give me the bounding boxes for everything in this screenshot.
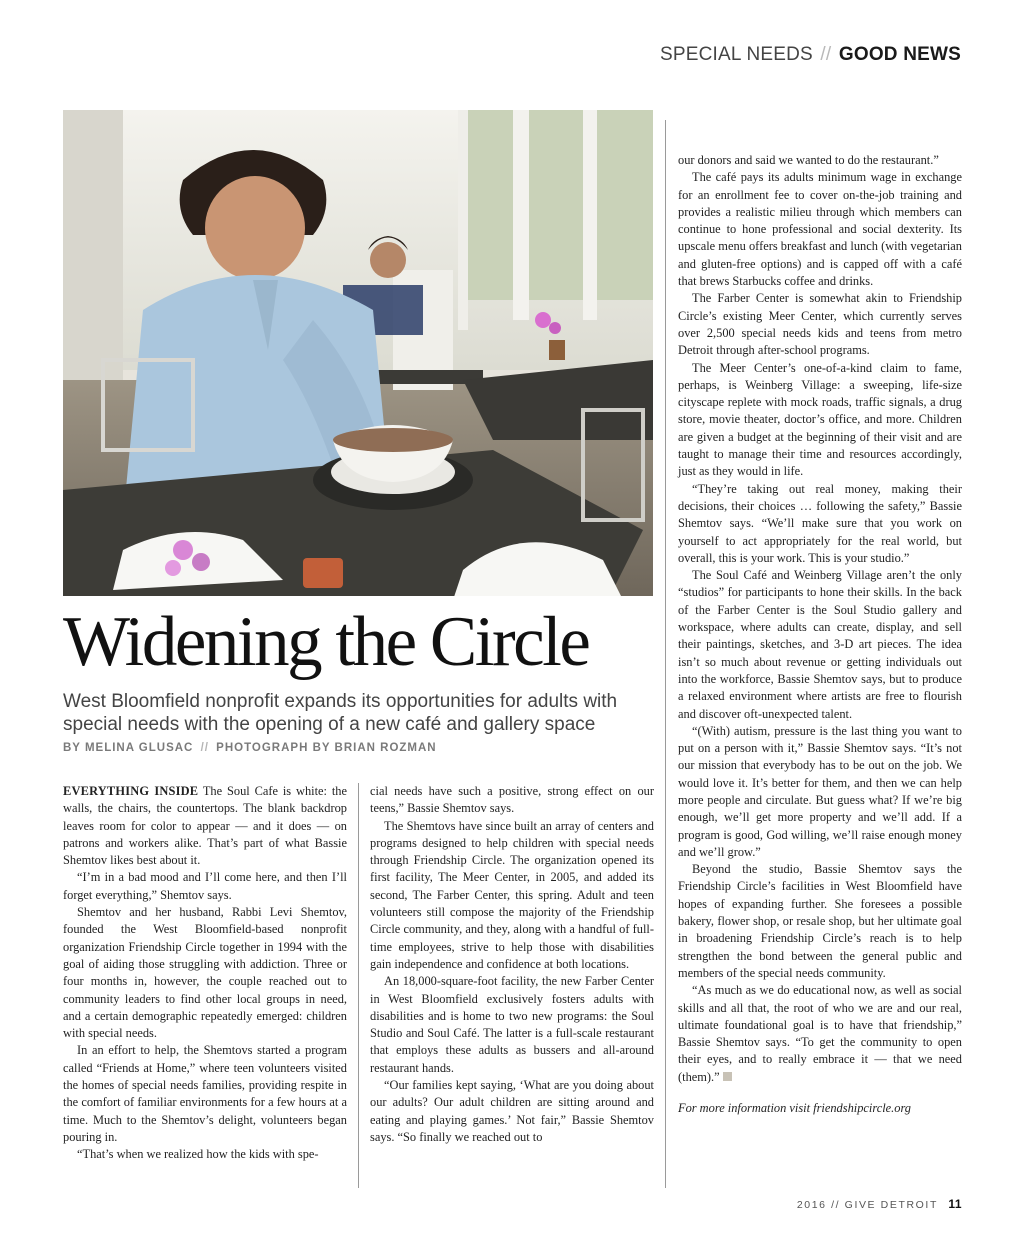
header-separator: //: [820, 44, 832, 65]
end-mark-icon: [723, 1072, 732, 1081]
byline-author: BY MELINA GLUSAC: [63, 742, 194, 754]
paragraph-text: The Soul Cafe is white: the walls, the chairs, the countertops. The blank backdrop leaves room for color to appear — and it does — on patrons and workers alike. That’s part of what Bassie Shemtov likes best about it.: [63, 784, 347, 868]
more-info-line: For more information visit friendshipcircle.org: [678, 1101, 911, 1116]
body-paragraph: The Soul Café and Weinberg Village aren’t the only “studios” for participants to hone their skills. In the back of the Farber Center is the Soul Studio gallery and workspace, where adults can create, display, and sell their paintings, sketches, and 3-D art pieces. The idea isn’t so much about revenue or getting individuals out into the workforce, Bassie Shemtov says, but to produce a relaxed environment where artists are free to flourish and discover oft-unexpected talent.: [678, 568, 962, 721]
body-paragraph: The café pays its adults minimum wage in exchange for an enrollment fee to cover on-the-job training and provides a realistic milieu through which members can continue to hone professional and social dexterity. Its upscale menu offers breakfast and lunch (with vegetarian and gluten-free options) and is capped off with a café that brews Starbucks coffee and drinks.: [678, 170, 962, 289]
page-footer: [797, 1197, 962, 1211]
body-paragraph-final: [678, 982, 962, 1086]
body-paragraph: [63, 783, 347, 869]
article-column-1: [63, 783, 347, 1164]
paragraph-text: “As much as we do educational now, as well as social skills and all that, the root of who we are and our real, ultimate foundational goal is to have that friendship,” Bassie Shemtov says. “To get the community to open their eyes, and to really embrace it — that we need (them).”: [678, 983, 962, 1084]
body-paragraph: “(With) autism, pressure is the last thing you want to put on a person with it,” Bassie Shemtov says. “It’s not our mission that everybody has to be out on the job. We would love it. It’s better for them, and then we can help more people and circulate. But guess what? If we’re big enough, we’ll get more property and we’ll add. If a program is good, God willing, we’ll raise enough money and we’ll grow.”: [678, 723, 962, 859]
body-paragraph: “Our families kept saying, ‘What are you doing about our adults? Our adult children are sitting around and eating and playing games.’ Not fair,” Bassie Shemtov says. “So finally we reached out to: [370, 1078, 654, 1144]
article-column-2: [370, 783, 654, 1146]
article-headline: Widening the Circle: [63, 603, 589, 681]
column-rule: [358, 783, 359, 1188]
body-paragraph: An 18,000-square-foot facility, the new Farber Center in West Bloomfield exclusively fosters adults with disabilities and is home to two new programs: the Soul Studio and Soul Café. The latter is a full-scale restaurant that employs these adults as bussers and all-around restaurant hands.: [370, 974, 654, 1075]
footer-issue: 2016 // GIVE DETROIT: [796, 1199, 938, 1211]
body-paragraph: Beyond the studio, Bassie Shemtov says the Friendship Circle’s facilities in West Bloomfield have hopes of expanding further. She foresees a possible bakery, flower shop, or resale shop, but her ultimate goal in broadening Friendship Circle’s reach is to help strengthen the bond between the general public and members of the special needs community.: [678, 862, 962, 980]
feature-photo: [63, 110, 653, 596]
byline-separator: //: [200, 742, 209, 754]
article-dek: West Bloomfield nonprofit expands its opportunities for adults with special needs with the opening of a new café and gallery space: [63, 691, 618, 735]
body-paragraph: our donors and said we wanted to do the restaurant.”: [678, 153, 939, 167]
body-paragraph: The Farber Center is somewhat akin to Friendship Circle’s existing Meer Center, which currently serves over 2,500 special needs kids and teens from metro Detroit through after-school programs.: [678, 291, 962, 358]
body-paragraph: “That’s when we realized how the kids with spe-: [77, 1147, 319, 1162]
page-number: 11: [948, 1197, 962, 1211]
photo-illustration: [63, 110, 653, 596]
lead-in: EVERYTHING INSIDE: [63, 784, 199, 798]
body-paragraph: Shemtov and her husband, Rabbi Levi Shemtov, founded the West Bloomfield-based nonprofit organization Friendship Circle together in 1994 with the goal of aiding those struggling with addiction. Three or four months in, however, the couple reached out to community leaders to find other local groups in need, and a certain demographic repeatedly emerged: children with special needs.: [63, 905, 347, 1041]
body-paragraph: The Shemtovs have since built an array of centers and programs designed to help children with special needs through Friendship Circle. The organization opened its first facility, The Meer Center, in 2005, and added its second, The Farber Center, this spring. Adult and teen volunteers still compose the majority of the Friendship Circle community, and they, along with a handful of full-time employees, strive to help those with disabilities gain independence and confidence at both locations.: [370, 818, 654, 971]
column-rule: [665, 120, 666, 1188]
byline-photo-credit: PHOTOGRAPH BY BRIAN ROZMAN: [216, 742, 437, 754]
article-column-3: [678, 152, 962, 1117]
section-header: [660, 44, 961, 66]
body-paragraph: “They’re taking out real money, making their decisions, their choices … following the safety,” Bassie Shemtov says. “We’ll make sure that you work on yourself to act appropriately for the real world, but overall, this is your work. This is your studio.”: [678, 481, 962, 565]
byline: [63, 742, 437, 754]
body-paragraph: cial needs have such a positive, strong effect on our teens,” Bassie Shemtov says.: [370, 784, 654, 816]
section-topic: GOOD NEWS: [838, 44, 961, 65]
section-label: SPECIAL NEEDS: [660, 44, 813, 65]
body-paragraph: The Meer Center’s one-of-a-kind claim to fame, perhaps, is Weinberg Village: a sweeping, life-size cityscape replete with mock roads, traffic signals, a drug store, movie theater, doctor’s office, and more. Children are given a budget at the beginning of their visit and are taught to manage their time and resources accordingly, just as they would in life.: [678, 360, 962, 479]
body-paragraph: “I’m in a bad mood and I’ll come here, and then I’ll forget everything,” Shemtov says.: [63, 870, 347, 902]
body-paragraph: In an effort to help, the Shemtovs started a program called “Friends at Home,” where teen volunteers visited the homes of special needs families, providing respite in the comfort of familiar environments for a few hours at a time. Much to the Shemtov’s delight, volunteers began pouring in.: [63, 1043, 347, 1144]
